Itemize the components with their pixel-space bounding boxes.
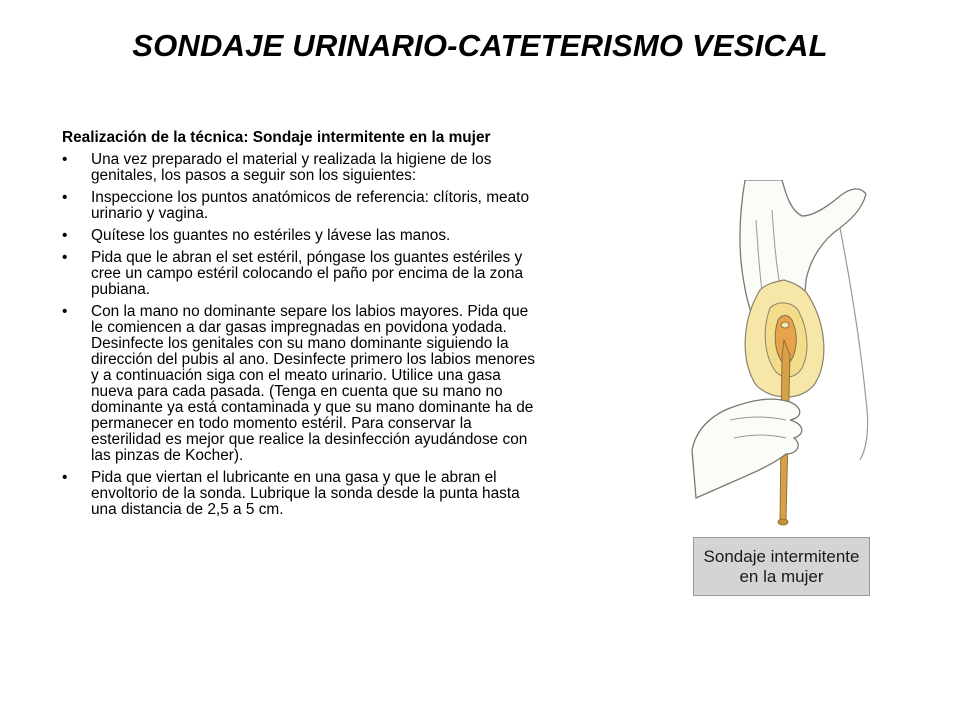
figure-caption [693, 537, 870, 596]
bullet-text: Con la mano no dominante separe los labios mayores. Pida que le comiencen a dar gasas impregnadas en povidona yodada. Desinfecte los genitales con su mano dominante siguiendo la dirección del pubis al ano. Desinfecte primero los labios menores y a continuación siga con el meato urinario. Utilice una gasa nueva para cada pasada. (Tenga en cuenta que su mano no dominante ya está contaminada y que su mano dominante ha de permanecer en todo momento estéril. Para conservar la esterilidad es mejor que realice la desinfección ayudándose con las pinzas de Kocher). [91, 303, 535, 464]
bullet-dot: • [62, 469, 68, 486]
bullet-dot: • [62, 227, 68, 244]
caption-line-2: en la mujer [739, 566, 824, 586]
bullet-item [62, 470, 540, 518]
section-subtitle: Realización de la técnica: Sondaje intermitente en la mujer [62, 129, 491, 146]
bullet-text: Inspeccione los puntos anatómicos de referencia: clítoris, meato urinario y vagina. [91, 189, 530, 222]
bullet-item [62, 190, 540, 222]
bullet-text: Una vez preparado el material y realizada la higiene de los genitales, los pasos a seguir son los siguientes: [91, 151, 492, 184]
bullet-text: Pida que viertan el lubricante en una gasa y que le abran el envoltorio de la sonda. Lubrique la sonda desde la punta hasta una distancia de 2,5 a 5 cm. [91, 469, 520, 518]
bullet-dot: • [62, 189, 68, 206]
bullet-dot: • [62, 249, 68, 266]
bullet-text: Pida que le abran el set estéril, póngase los guantes estériles y cree un campo estéril colocando el paño por encima de la zona pubiana. [91, 249, 524, 298]
bullet-text: Quítese los guantes no estériles y lávese las manos. [91, 227, 451, 244]
slide-title: SONDAJE URINARIO-CATETERISMO VESICAL [132, 28, 828, 63]
bullet-item [62, 304, 540, 464]
bullet-item [62, 228, 540, 244]
caption-line-1: Sondaje intermitente [703, 546, 860, 566]
bullet-item [62, 152, 540, 184]
bullet-item [62, 250, 540, 298]
bullet-dot: • [62, 151, 68, 168]
slide-body [62, 130, 540, 524]
bullet-list [62, 152, 540, 518]
bullet-dot: • [62, 303, 68, 320]
